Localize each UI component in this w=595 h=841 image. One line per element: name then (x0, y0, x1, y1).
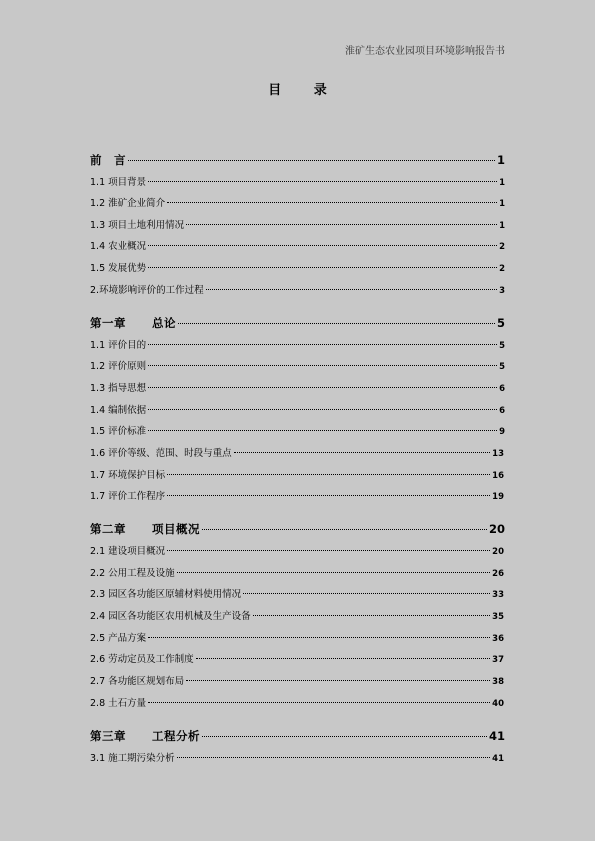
toc-section-entry[interactable] (90, 358, 505, 372)
toc-chapter-entry[interactable] (90, 152, 505, 168)
toc-entry-label: 2.8 土石方量 (90, 698, 147, 709)
toc-page-number: 26 (492, 569, 504, 579)
toc-page-number: 38 (492, 677, 504, 687)
toc-entry-label: 1.2 评价原则 (90, 361, 147, 372)
toc-section-entry[interactable] (90, 695, 504, 709)
toc-chapter-title: 项目概况 (152, 522, 200, 536)
toc-entry-label: 第二章 (90, 522, 126, 536)
dot-leader (202, 529, 487, 530)
toc-entry-label: 3.1 施工期污染分析 (90, 753, 175, 764)
toc-page-number: 1 (499, 199, 505, 209)
toc-page-number: 20 (488, 522, 505, 536)
toc-page-number: 6 (499, 406, 505, 416)
toc-entry-label: 1.7 环境保护目标 (90, 470, 166, 481)
dot-leader (178, 323, 495, 324)
toc-page-number: 13 (492, 449, 504, 459)
toc-page-number: 5 (499, 341, 505, 351)
dot-leader (148, 637, 490, 638)
toc-entry-label: 1.3 指导思想 (90, 383, 147, 394)
dot-leader (167, 495, 490, 496)
dot-leader (186, 224, 497, 225)
toc-page-number: 16 (492, 471, 504, 481)
toc-entry-label: 1.1 评价目的 (90, 340, 147, 351)
toc-entry-label: 2.环境影响评价的工作过程 (90, 285, 204, 296)
dot-leader (167, 202, 497, 203)
toc-entry-label: 1.1 项目背景 (90, 177, 147, 188)
dot-leader (177, 572, 491, 573)
toc-section-entry[interactable] (90, 337, 505, 351)
dot-leader (202, 736, 487, 737)
toc-entry-label: 1.3 项目土地利用情况 (90, 220, 185, 231)
toc-section-entry[interactable] (90, 586, 504, 600)
toc-page-number: 37 (492, 655, 504, 665)
toc-section-entry[interactable] (90, 565, 504, 579)
toc-section-entry[interactable] (90, 673, 504, 687)
toc-entry-label: 2.5 产品方案 (90, 633, 147, 644)
toc-page-number: 1 (499, 178, 505, 188)
toc-section-entry[interactable] (90, 238, 505, 252)
toc-section-entry[interactable] (90, 488, 504, 502)
dot-leader (148, 245, 497, 246)
toc-entry-label: 1.6 评价等级、范围、时段与重点 (90, 448, 232, 459)
running-header: 淮矿生态农业园项目环境影响报告书 (345, 46, 505, 57)
toc-entry-label: 1.7 评价工作程序 (90, 491, 166, 502)
toc-entry-label: 1.4 农业概况 (90, 241, 147, 252)
toc-entry-label: 2.3 园区各功能区原辅材料使用情况 (90, 589, 242, 600)
toc-chapter-title: 总论 (152, 316, 176, 330)
toc-entry-label: 2.2 公用工程及设施 (90, 568, 175, 579)
toc-section-entry[interactable] (90, 260, 505, 274)
toc-page-number: 19 (492, 492, 504, 502)
dot-leader (148, 181, 497, 182)
toc-page-number: 41 (492, 754, 504, 764)
dot-leader (148, 344, 497, 345)
dot-leader (253, 615, 491, 616)
toc-section-entry[interactable] (90, 543, 504, 557)
toc-page-number: 41 (488, 729, 505, 743)
toc-entry-label: 2.7 各功能区规划布局 (90, 676, 185, 687)
dot-leader (148, 267, 497, 268)
toc-section-entry[interactable] (90, 217, 505, 231)
toc-entry-label: 1.4 编制依据 (90, 405, 147, 416)
dot-leader (177, 757, 491, 758)
dot-leader (234, 452, 491, 453)
toc-entry-label: 1.2 淮矿企业简介 (90, 198, 166, 209)
toc-page-number: 35 (492, 612, 504, 622)
toc-section-entry[interactable] (90, 651, 504, 665)
toc-chapter-title: 工程分析 (152, 729, 200, 743)
toc-page-number: 3 (499, 286, 505, 296)
toc-chapter-entry[interactable] (90, 521, 505, 537)
toc-entry-label: 前 言 (90, 153, 126, 167)
toc-section-entry[interactable] (90, 402, 505, 416)
dot-leader (148, 387, 497, 388)
toc-entry-label: 2.6 劳动定员及工作制度 (90, 654, 194, 665)
toc-page-number: 6 (499, 384, 505, 394)
toc-section-entry[interactable] (90, 608, 504, 622)
toc-entry-label: 2.4 园区各功能区农用机械及生产设备 (90, 611, 251, 622)
dot-leader (167, 550, 490, 551)
dot-leader (186, 680, 490, 681)
toc-page-number: 2 (499, 242, 505, 252)
toc-section-entry[interactable] (90, 423, 505, 437)
dot-leader (148, 409, 497, 410)
dot-leader (148, 365, 497, 366)
toc-section-entry[interactable] (90, 195, 505, 209)
toc-page-number: 2 (499, 264, 505, 274)
toc-page-number: 1 (499, 221, 505, 231)
dot-leader (206, 289, 498, 290)
dot-leader (148, 430, 497, 431)
toc-chapter-entry[interactable] (90, 728, 505, 744)
toc-section-entry[interactable] (90, 380, 505, 394)
toc-section-entry[interactable] (90, 445, 504, 459)
toc-page-number: 33 (492, 590, 504, 600)
dot-leader (243, 593, 490, 594)
toc-page-number: 5 (496, 316, 505, 330)
dot-leader (128, 160, 495, 161)
toc-page-number: 36 (492, 634, 504, 644)
toc-entry-label: 2.1 建设项目概况 (90, 546, 166, 557)
dot-leader (196, 658, 491, 659)
toc-section-entry[interactable] (90, 174, 505, 188)
toc-page-number: 40 (492, 699, 504, 709)
toc-chapter-entry[interactable] (90, 315, 505, 331)
toc-entry-label: 1.5 评价标准 (90, 426, 147, 437)
toc-section-entry[interactable] (90, 467, 504, 481)
toc-title: 目 录 (268, 83, 341, 98)
dot-leader (148, 702, 490, 703)
toc-page-number: 5 (499, 362, 505, 372)
toc-entry-label: 1.5 发展优势 (90, 263, 147, 274)
toc-page-number: 1 (496, 153, 505, 167)
toc-section-entry[interactable] (90, 630, 504, 644)
toc-page-number: 9 (499, 427, 505, 437)
dot-leader (167, 474, 490, 475)
toc-entry-label: 第一章 (90, 316, 126, 330)
toc-section-entry[interactable] (90, 750, 504, 764)
toc-entry-label: 第三章 (90, 729, 126, 743)
toc-page-number: 20 (492, 547, 504, 557)
toc-section-entry[interactable] (90, 282, 505, 296)
